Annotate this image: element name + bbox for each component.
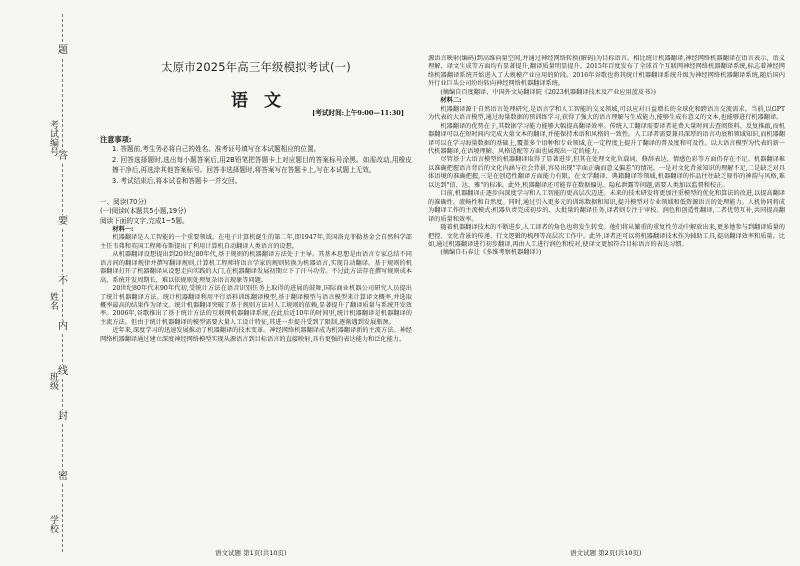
paragraph: 机器翻译的优势在于,其数据学习能力能够大幅提高翻译效率。传统人工翻译需要译者花费大量时间去查阅资料、反复推敲,而机器翻译可以在短时间内完成大量文本的翻译,并能保持术语和风格的一致性。人工译者需要兼具深厚的语言功底和领域知识,而机器翻译可以在学习海量数据的基础上,覆盖多个语种和专业领域,在一定程度上提升了翻译的普及度和可及性。以大语言模型为代表的新一代机器翻译,在语境理解、风格适配等方面也展现出一定的能力。 [428,122,785,155]
paragraph: 机器翻译是人工智能的一个重要领域。在电子计算机诞生的第二年,即1947年,美国洛克菲勒基金会自然科学部主任韦弗和英国工程师布斯提出了利用计算机自动翻译人类语言的设想。 [100,234,412,250]
exam-duration: [考试时间:上午9:00—11:30] [312,109,404,118]
source-citation: (摘编自石春让《多维考察机器翻译》) [440,249,542,257]
paragraph: 随着机器翻译技术的不断进步,人工译者的角色也将发生转变。他们将从繁重的重复性劳动中解放出来,更多地参与到翻译质量的把控、文化背景的传递、行文逻辑的梳理等高层次工作中。此外,译者还可以将机器翻译技术作为辅助工具,提高翻译效率和质量。比如,通过机器翻译进行初步翻译,再由人工进行润色和校对,使译文更加符合目标语言的表达习惯。 [428,224,785,248]
paragraph: 机器翻译源于自然语言处理研究,是语言学和人工智能的交叉领域,可以应对日益增长的全球化和跨语言交流需求。当前,以GPT为代表的大语言模型,通过海量数据的预训练学习,获得了强大的语言理解与生成能力,能够生成有意义的文本,也能够进行机器翻译。 [428,105,785,122]
source-citation: (摘编自百度翻译、中国外文局翻译院《2023机器翻译技术及产业应用蓝皮书》) [440,88,656,96]
exam-title: 太原市2025年高三年级模拟考试(一) [161,60,351,74]
paragraph: 从机器翻译设想提出到20世纪80年代,基于规则的机器翻译方法处于主导。其基本思想是由语言专家总结不同语言间的翻译规律并撰写翻译规则,计算机工程师将语言学家的规则转换为机器语言,实现自动翻译。基于规则的机器翻译打开了机器翻译从设想走向实践的大门,在机器翻译发展初期立下了汗马功劳。不过此方法存在撰写规则成本高、系统开发周期长、难以依规则处理复杂语言现象等问题。 [100,251,412,284]
class-label: 班级 [48,372,58,390]
paragraph: 20世纪80年代末90年代初,受统计方法在语音识别任务上取得的进展的鼓舞,国际商业机器公司研究人员提出了统计机器翻译方法。统计机器翻译利用平行语料训练翻译模型,基于翻译模型与语言模型来计算译文概率,并选取概率最高的结果作为译文。统计机器翻译突破了基于规则方法对人工规则的依赖,显著提升了翻译质量与系统开发效率。2006年,谷歌推出了基于统计方法的互联网机器翻译系统,在此后近10年的时间里,统计机器翻译是机器翻译的主流方法。但由于统计机器翻译的模型需要大量人工设计特征,其进一步提升受到了限制,逐渐遇到发展瓶颈。 [100,285,412,326]
exam-id-label: 考试编号 [48,120,58,156]
name-label: 姓名 [48,292,58,310]
page-footer: 语文试题 第1页(共10页) [215,549,287,557]
material-label: 材料一: [112,225,134,233]
school-label: 学校 [48,515,58,533]
seal-char: 要 [58,216,68,227]
notice-item: 1. 答题前,考生务必将自己的姓名、准考证号填写在本试题相应的位置。 [112,145,321,154]
seal-char: 不 [58,276,68,287]
notice-item: 2. 回答选择题时,选出每小题答案后,用2B铅笔把答题卡上对应题目的答案标号涂黑。如需改动,用橡皮擦干净后,再选涂其他答案标号。回答非选择题时,将答案写在答题卡上,写在本试题上无效。 [112,155,412,175]
seal-char: 封 [58,411,68,422]
paragraph: 目前,机器翻译正逐步向深度学习和人工智能的更高层次迈进。未来的技术研发将更加注重模型的优化和算法的改进,以提高翻译的准确性、流畅性和自然度。同时,通过引入更多元的训练数据和知识,提升模型对专业领域和低资源语言的处理能力。人机协同将成为翻译工作的主流模式:机器负责完成初步的、大批量的翻译任务,译者则专注于审校、润色和创造性翻译,二者优势互补,共同提高翻译的质量和效率。 [428,190,785,223]
seal-char: 内 [58,321,68,332]
notice-heading: 注意事项: [100,134,132,144]
material-label: 材料二: [440,97,462,105]
paragraph: 尽管基于大语言模型的机器翻译取得了显著进步,但其在处理文化负载词、修辞表达、情感色彩等方面仍存在不足。机器翻译难以准确把握语言背后的文化内涵与社会背景,容易出现"字面正确而意义偏差"的情况。一是对文化背景知识的理解不足,二是缺乏对具体语境的准确把握,三是在创造性翻译方面能力有限。在文学翻译、典籍翻译等领域,机器翻译的作品往往缺乏原作的神韵与风格,难以达到"信、达、雅"的标准。此外,机器翻译还可能存在数据偏见、隐私泄露等问题,需要人类加以监督和校正。 [428,156,785,189]
page-footer: 语文试题 第2页(共10页) [570,549,642,557]
subject-title: 语文 [231,91,297,111]
subsection-heading: (一)阅读Ⅰ(本题共5小题,19分) [100,207,187,216]
seal-char: 线 [58,366,68,377]
seal-char: 密 [58,471,68,482]
page-2 [428,55,785,547]
paragraph: 近年来,深度学习的迅速发展推动了机器翻译的技术变革。神经网络机器翻译成为机器翻译新的主流方法。神经网络机器翻译通过建立深度神经网络模型实现从源语言到目标语言的直接映射,具有更强的表达能力和泛化能力。 [100,327,412,343]
paragraph: 源语言映射(编码)到高维向量空间,并通过神经网络转换(解码)为目标语言。相比统计机器翻译,神经网络机器翻译在语言表示、语义理解、译文生成等方面均有显著提升,翻译质量明显提升。2015年百度发布了全球首个互联网神经网络机器翻译系统,标志着神经网络机器翻译系统开始进入了大规模产业应用的阶段。2016年谷歌也将其统计机器翻译系统升级为神经网络机器翻译系统,随后国内外行业巨头公司纷纷转向神经网络机器翻译系统。 [428,55,785,88]
seal-char: 答 [58,151,68,162]
notice-item: 3. 考试结束后,将本试卷和答题卡一并交回。 [112,176,242,185]
reading-instruction: 阅读下面的文字,完成1~5题。 [100,216,189,225]
page-1 [100,55,412,547]
section-heading: 一、阅读(70分) [100,197,147,206]
binding-strip [0,0,82,566]
seal-char: 题 [58,45,68,56]
